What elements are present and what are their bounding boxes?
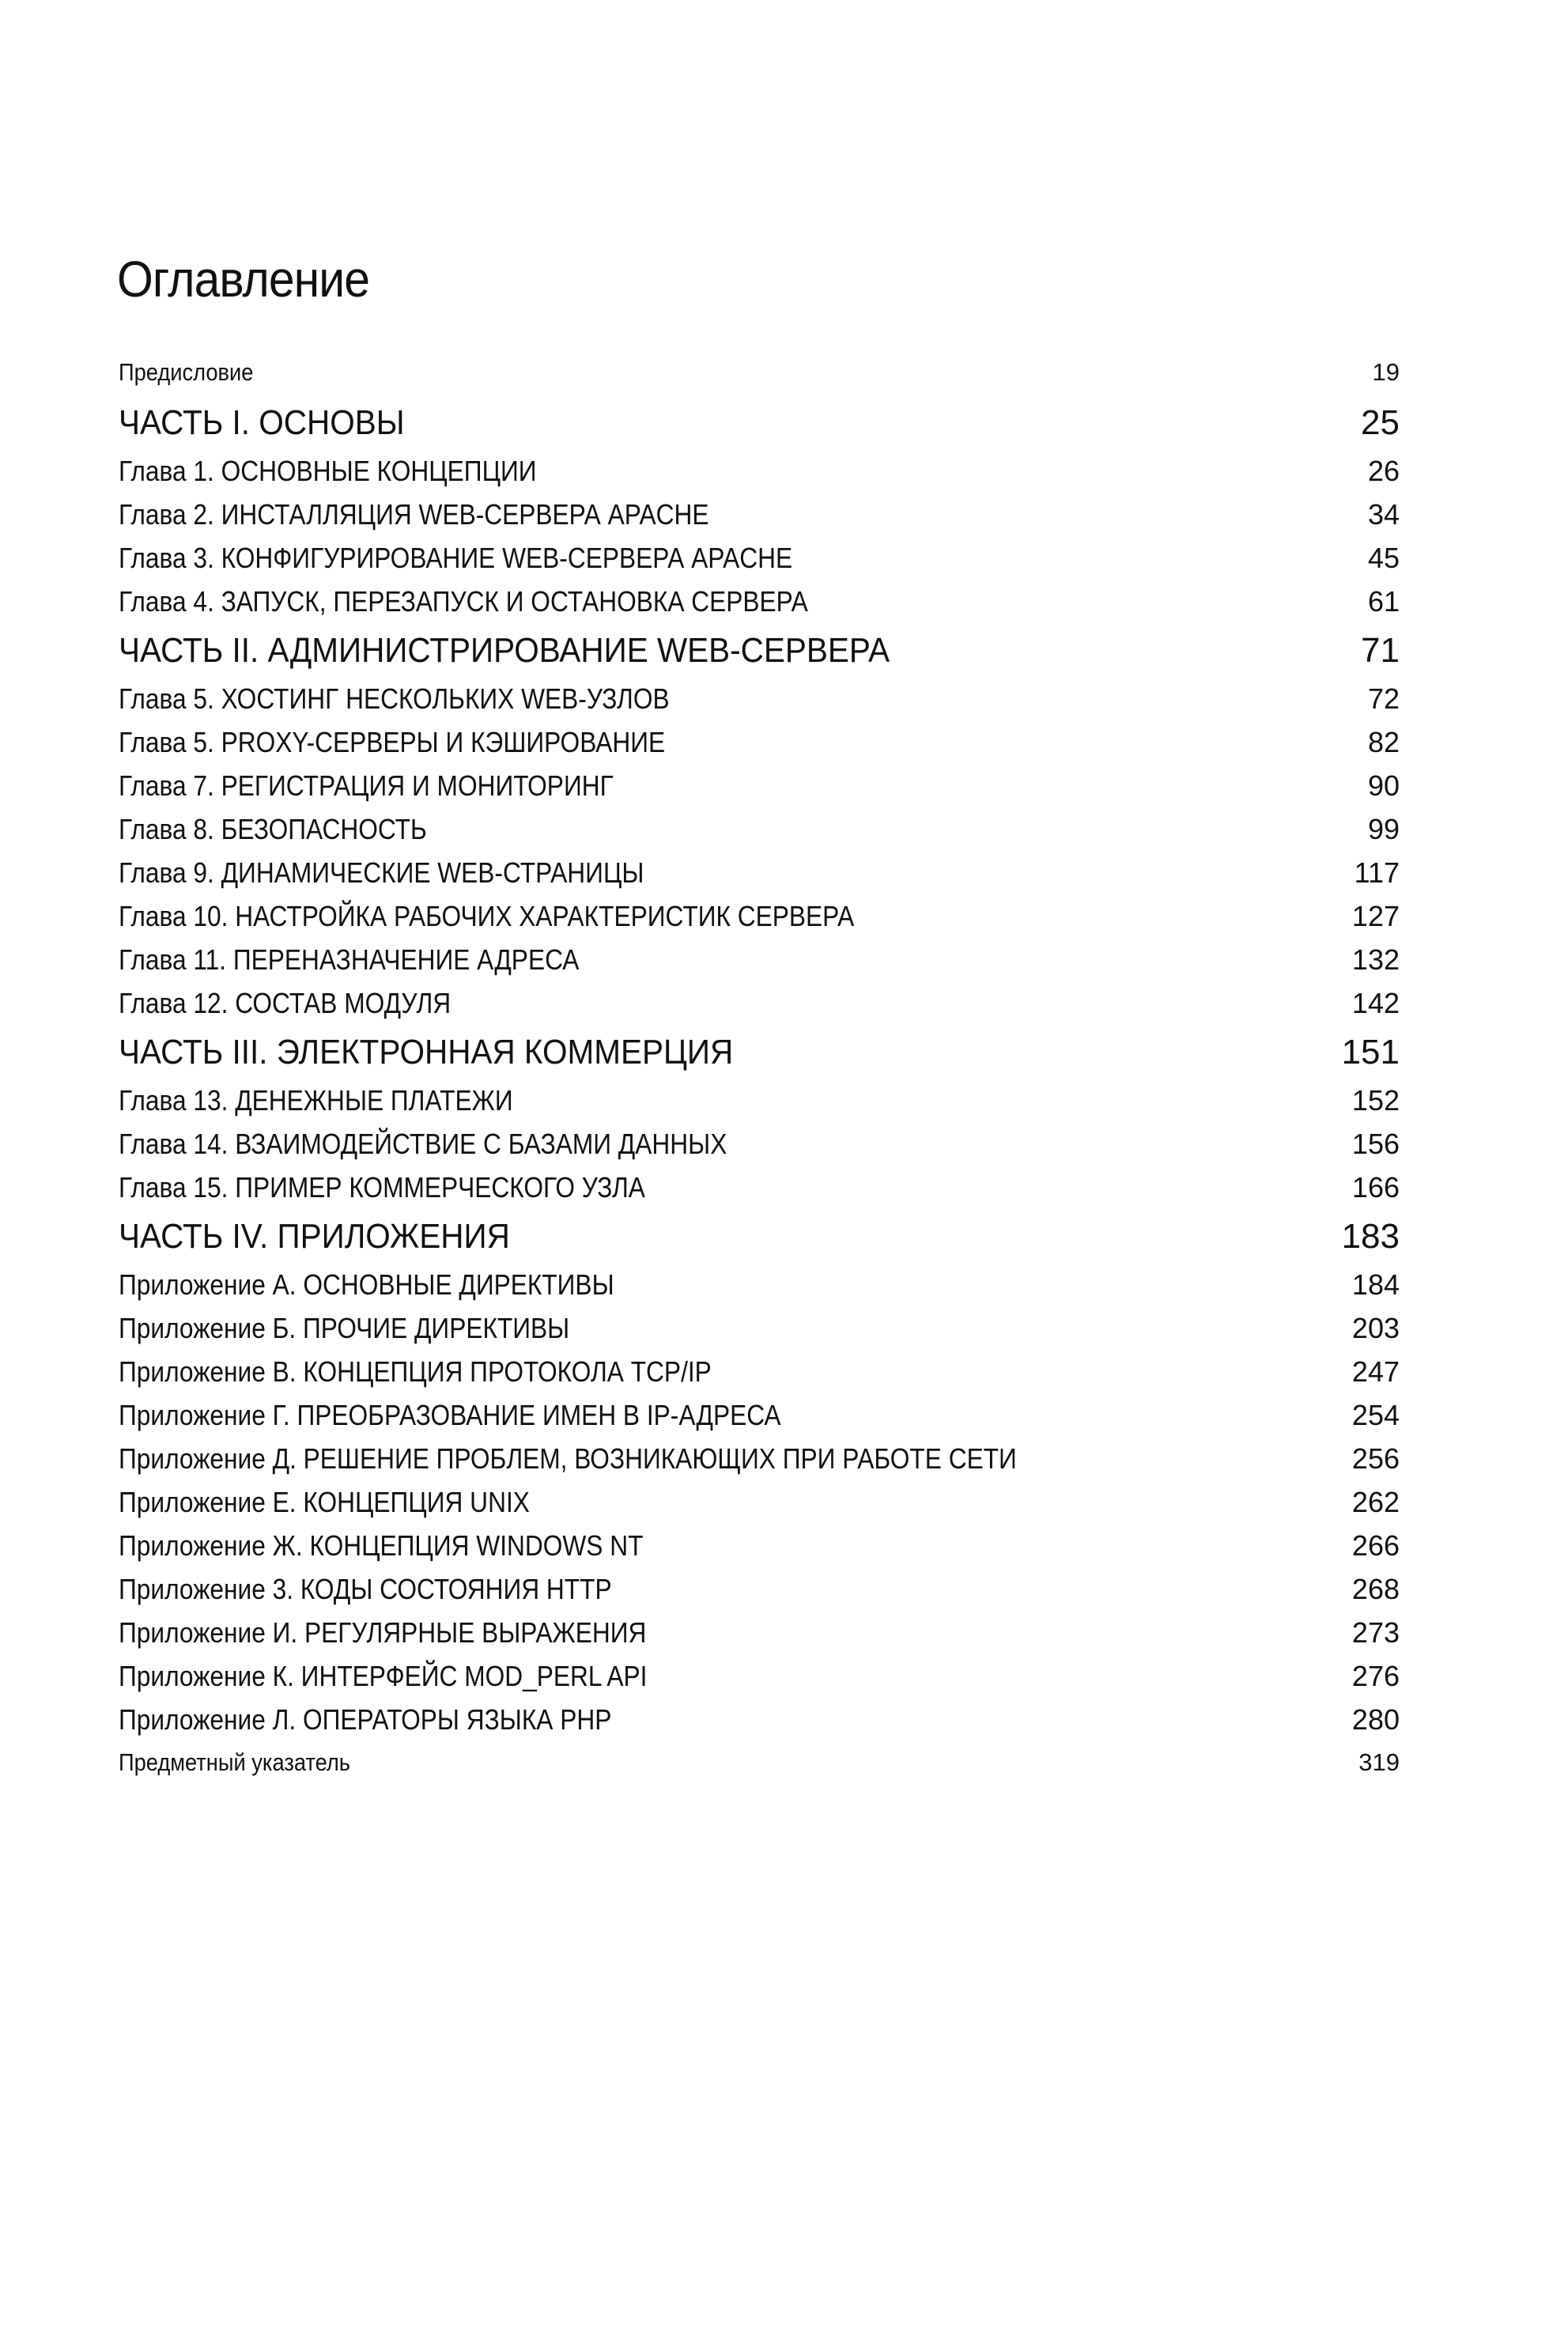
toc-entry-page: 152 [1351,1084,1400,1117]
toc-entry-ch11[interactable] [119,938,1400,981]
toc-entry-app-g[interactable] [119,1393,1400,1437]
toc-entry-ch7[interactable] [119,764,1400,807]
toc-entry-page: 266 [1351,1529,1400,1562]
toc-entry-label: Приложение Л. ОПЕРАТОРЫ ЯЗЫКА PHP [119,1703,612,1736]
toc-part-label: ЧАСТЬ I. ОСНОВЫ [119,403,405,442]
toc-entry-label: Глава 5. ХОСТИНГ НЕСКОЛЬКИХ WEB-УЗЛОВ [119,682,670,715]
toc-entry-label: Глава 14. ВЗАИМОДЕЙСТВИЕ С БАЗАМИ ДАННЫХ [119,1128,727,1160]
toc-entry-ch6[interactable] [119,720,1400,764]
toc-entry-page: 34 [1367,498,1400,531]
toc-entry-label: Приложение 3. КОДЫ СОСТОЯНИЯ HTTP [119,1573,612,1605]
toc-entry-page: 268 [1351,1573,1400,1605]
toc-entry-page: 156 [1351,1128,1400,1160]
toc-entry-app-d[interactable] [119,1437,1400,1480]
toc-part-page: 183 [1341,1217,1400,1256]
toc-entry-ch15[interactable] [119,1166,1400,1209]
toc-entry-page: 99 [1367,813,1400,845]
toc-entry-ch5[interactable] [119,677,1400,720]
toc-part-page: 25 [1361,403,1400,442]
toc-entry-ch4[interactable] [119,580,1400,623]
toc-entry-label: Предметный указатель [119,1748,350,1776]
toc-entry-page: 256 [1351,1442,1400,1475]
toc-entry-page: 26 [1367,455,1400,487]
toc-entry-app-l[interactable] [119,1698,1400,1741]
toc-entry-page: 254 [1351,1399,1400,1431]
toc-entry-label: Приложение Е. КОНЦЕПЦИЯ UNIX [119,1486,530,1518]
toc-entry-label: Глава 9. ДИНАМИЧЕСКИЕ WEB-СТРАНИЦЫ [119,856,644,889]
toc-entry-app-k[interactable] [119,1654,1400,1698]
toc-entry-label: Приложение К. ИНТЕРФЕЙС MOD_PERL API [119,1660,648,1692]
toc-entry-app-v[interactable] [119,1350,1400,1393]
toc-entry-ch8[interactable] [119,807,1400,851]
toc-entry-page: 45 [1367,542,1400,574]
toc-entry-label: Глава 3. КОНФИГУРИРОВАНИЕ WEB-СЕРВЕРА APACHE [119,542,793,574]
toc-entry-ch9[interactable] [119,851,1400,894]
toc-entry-page: 132 [1351,943,1400,976]
toc-entry-label: Глава 12. СОСТАВ МОДУЛЯ [119,987,452,1019]
toc-entry-index[interactable] [119,1744,1400,1781]
toc-entry-page: 184 [1351,1268,1400,1301]
toc-entry-page: 273 [1351,1616,1400,1649]
toc-entry-page: 247 [1351,1355,1400,1388]
toc-entry-label: Приложение А. ОСНОВНЫЕ ДИРЕКТИВЫ [119,1268,614,1301]
toc-entry-label: Глава 2. ИНСТАЛЛЯЦИЯ WEB-СЕРВЕРА APACHE [119,498,709,531]
toc-part-2[interactable] [119,626,1400,675]
toc-entry-page: 72 [1367,682,1400,715]
toc-entry-ch12[interactable] [119,981,1400,1025]
toc-entry-label: Глава 1. ОСНОВНЫЕ КОНЦЕПЦИИ [119,455,537,487]
toc-part-page: 151 [1341,1033,1400,1071]
toc-entry-page: 82 [1367,726,1400,758]
toc-entry-page: 276 [1351,1660,1400,1692]
toc-entry-app-i[interactable] [119,1611,1400,1654]
toc-entry-page: 61 [1367,585,1400,618]
toc-entry-label: Приложение Ж. КОНЦЕПЦИЯ WINDOWS NT [119,1529,644,1562]
toc-part-label: ЧАСТЬ IV. ПРИЛОЖЕНИЯ [119,1217,510,1256]
toc-part-4[interactable] [119,1212,1400,1261]
table-of-contents [119,354,1400,1781]
toc-entry-preface[interactable] [119,354,1400,391]
toc-entry-label: Глава 8. БЕЗОПАСНОСТЬ [119,813,427,845]
toc-entry-label: Глава 7. РЕГИСТРАЦИЯ И МОНИТОРИНГ [119,769,614,802]
toc-entry-page: 166 [1351,1171,1400,1204]
toc-entry-page: 203 [1351,1312,1400,1344]
toc-entry-label: Глава 15. ПРИМЕР КОММЕРЧЕСКОГО УЗЛА [119,1171,645,1204]
toc-entry-ch3[interactable] [119,536,1400,580]
toc-entry-label: Приложение И. РЕГУЛЯРНЫЕ ВЫРАЖЕНИЯ [119,1616,647,1649]
toc-entry-app-b[interactable] [119,1306,1400,1350]
toc-entry-label: Глава 11. ПЕРЕНАЗНАЧЕНИЕ АДРЕСА [119,943,580,976]
page-title: Оглавление [117,251,370,308]
toc-entry-ch2[interactable] [119,493,1400,536]
toc-entry-label: Глава 4. ЗАПУСК, ПЕРЕЗАПУСК И ОСТАНОВКА СЕРВЕРА [119,585,808,618]
toc-entry-page: 142 [1351,987,1400,1019]
toc-entry-label: Предисловие [119,358,254,386]
toc-entry-ch1[interactable] [119,449,1400,493]
toc-entry-page: 262 [1351,1486,1400,1518]
toc-part-3[interactable] [119,1028,1400,1077]
toc-entry-ch13[interactable] [119,1079,1400,1122]
toc-entry-app-e[interactable] [119,1480,1400,1524]
toc-entry-ch14[interactable] [119,1122,1400,1166]
toc-part-label: ЧАСТЬ III. ЭЛЕКТРОННАЯ КОММЕРЦИЯ [119,1033,734,1071]
toc-entry-label: Глава 10. НАСТРОЙКА РАБОЧИХ ХАРАКТЕРИСТИК СЕРВЕРА [119,900,855,932]
toc-entry-page: 90 [1367,769,1400,802]
toc-entry-label: Приложение В. КОНЦЕПЦИЯ ПРОТОКОЛА TCP/IP [119,1355,712,1388]
toc-entry-ch10[interactable] [119,894,1400,938]
toc-entry-page: 127 [1351,900,1400,932]
toc-part-label: ЧАСТЬ II. АДМИНИСТРИРОВАНИЕ WEB-СЕРВЕРА [119,631,890,670]
toc-entry-label: Приложение Б. ПРОЧИЕ ДИРЕКТИВЫ [119,1312,570,1344]
toc-entry-app-a[interactable] [119,1263,1400,1306]
toc-entry-app-z[interactable] [119,1567,1400,1611]
toc-entry-page: 117 [1354,856,1400,889]
toc-entry-page: 319 [1358,1748,1400,1776]
toc-entry-page: 19 [1372,358,1400,386]
toc-entry-label: Глава 5. PROXY-СЕРВЕРЫ И КЭШИРОВАНИЕ [119,726,666,758]
toc-part-page: 71 [1361,631,1400,670]
toc-entry-label: Глава 13. ДЕНЕЖНЫЕ ПЛАТЕЖИ [119,1084,513,1117]
toc-entry-app-zh[interactable] [119,1524,1400,1567]
toc-entry-label: Приложение Д. РЕШЕНИЕ ПРОБЛЕМ, ВОЗНИКАЮЩИХ ПРИ РАБОТЕ СЕТИ [119,1442,1017,1475]
toc-part-1[interactable] [119,399,1400,448]
toc-entry-label: Приложение Г. ПРЕОБРАЗОВАНИЕ ИМЕН В IP-АДРЕСА [119,1399,781,1431]
toc-entry-page: 280 [1351,1703,1400,1736]
